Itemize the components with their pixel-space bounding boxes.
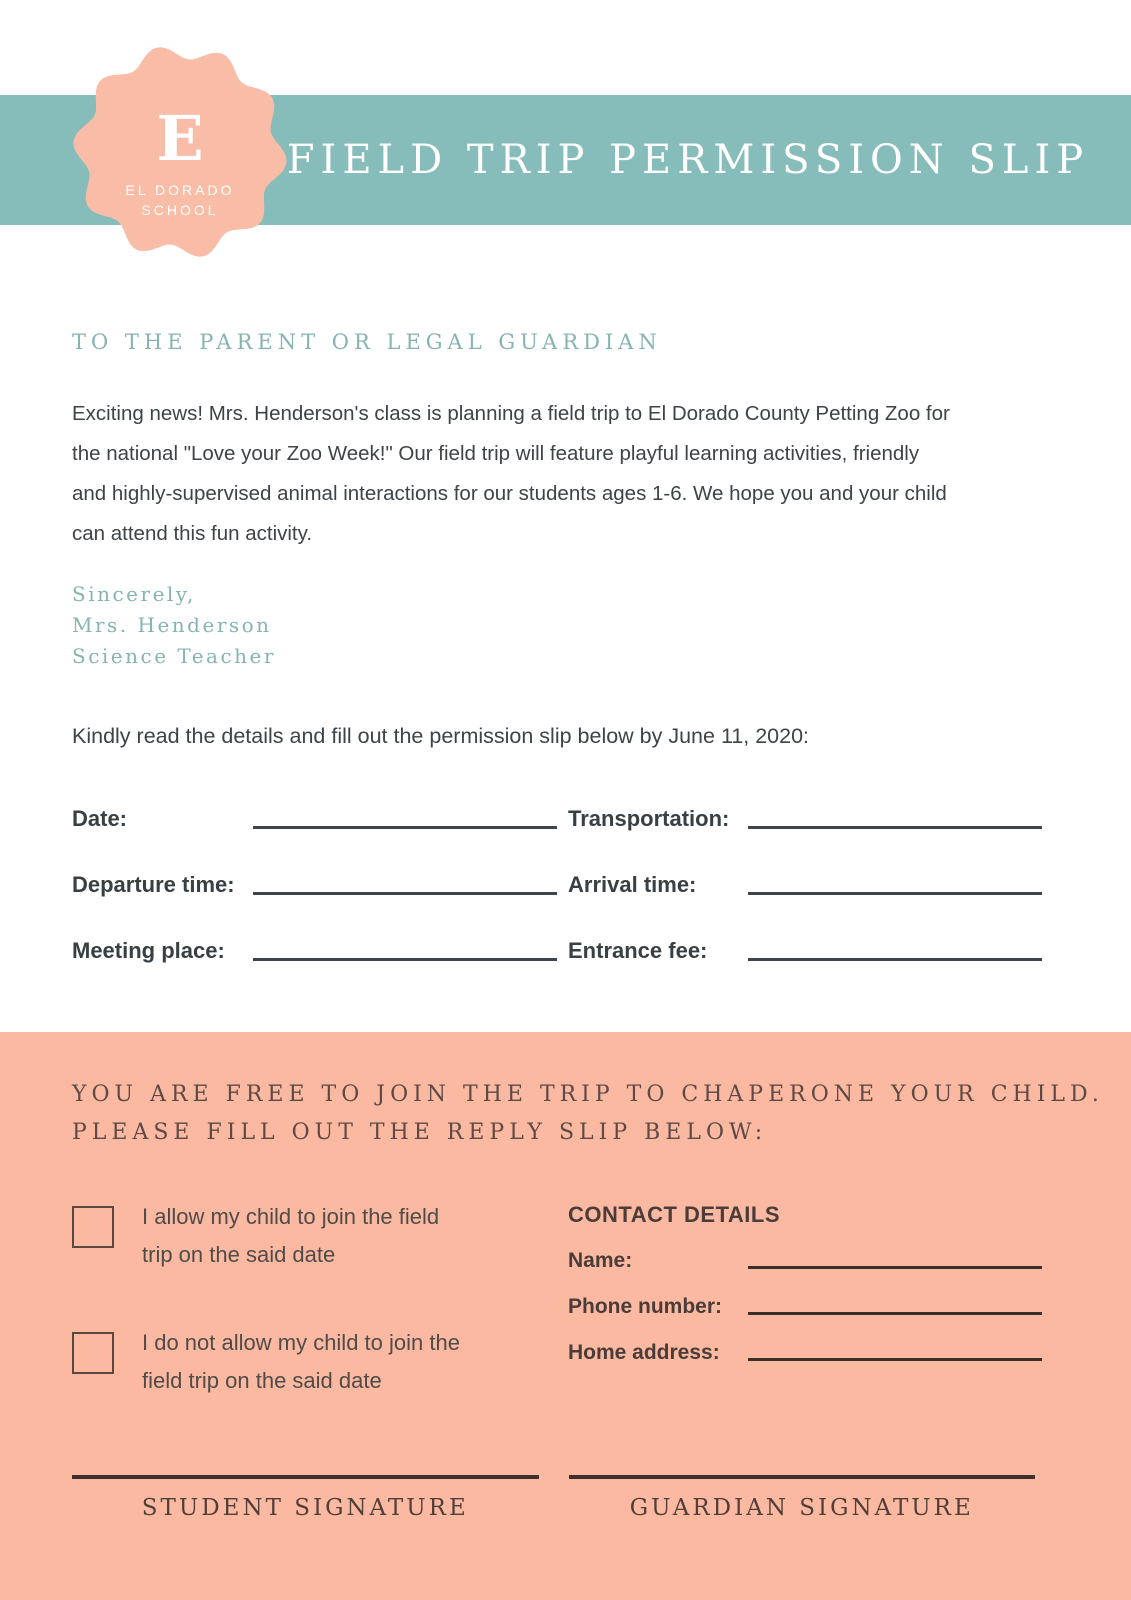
field-label: Date: (72, 806, 128, 831)
reply-slip-section (0, 1032, 1131, 1600)
school-initial: E (156, 102, 204, 175)
page-title: FIELD TRIP PERMISSION SLIP (286, 137, 1090, 183)
field-label: Departure time: (72, 872, 235, 897)
name-blank-line[interactable] (748, 1266, 1042, 1269)
option-allow (72, 1198, 522, 1274)
field-date (72, 793, 568, 833)
entrance-fee-blank-line[interactable] (748, 958, 1042, 961)
field-label: Transportation: (568, 806, 730, 831)
field-entrance-fee (568, 925, 1042, 965)
reply-slip-heading: YOU ARE FREE TO JOIN THE TRIP TO CHAPERONE YOUR CHILD. PLEASE FILL OUT THE REPLY SLIP BELOW: (72, 1082, 1104, 1145)
letter-closing (72, 579, 276, 672)
date-blank-line[interactable] (253, 826, 557, 829)
school-logo-badge (70, 42, 290, 262)
contact-details (568, 1202, 1042, 1366)
fill-out-instruction: Kindly read the details and fill out the permission slip below by June 11, 2020: (72, 724, 810, 748)
field-label: Name: (568, 1249, 633, 1272)
field-arrival-time (568, 859, 1042, 899)
contact-field-phone (568, 1274, 1042, 1320)
arrival-time-blank-line[interactable] (748, 892, 1042, 895)
allow-option-label: I allow my child to join the field trip on the said date (142, 1204, 440, 1267)
not-allow-checkbox[interactable] (72, 1332, 114, 1374)
not-allow-option-label: I do not allow my child to join the field trip on the said date (142, 1330, 460, 1393)
contact-field-name (568, 1228, 1042, 1274)
salutation-heading: TO THE PARENT OR LEGAL GUARDIAN (72, 330, 662, 354)
signer-name: Mrs. Henderson (72, 613, 272, 637)
field-label: Home address: (568, 1341, 720, 1364)
field-transportation (568, 793, 1042, 833)
field-label: Entrance fee: (568, 938, 708, 963)
guardian-signature-block (569, 1475, 1036, 1521)
closing-word: Sincerely, (72, 582, 196, 606)
guardian-signature-line[interactable] (569, 1475, 1036, 1479)
address-blank-line[interactable] (748, 1358, 1042, 1361)
phone-blank-line[interactable] (748, 1312, 1042, 1315)
signature-area (72, 1475, 1035, 1521)
field-meeting-place (72, 925, 568, 965)
field-label: Meeting place: (72, 938, 225, 963)
contact-field-address (568, 1320, 1042, 1366)
field-label: Phone number: (568, 1295, 723, 1318)
letter-body: Exciting news! Mrs. Henderson's class is planning a field trip to El Dorado County Petting Zoo for the national "Love your Zoo Week!" Our field trip will feature playful learning activities, friendly and highly-supervised animal interactions for our students ages 1-6. We hope you and your child can attend this fun activity. (72, 402, 950, 545)
trip-details-form (72, 793, 1042, 965)
permission-options (72, 1198, 522, 1400)
field-label: Arrival time: (568, 872, 697, 897)
transportation-blank-line[interactable] (748, 826, 1042, 829)
field-departure-time (72, 859, 568, 899)
departure-time-blank-line[interactable] (253, 892, 557, 895)
student-signature-label: STUDENT SIGNATURE (141, 1495, 469, 1521)
signer-title: Science Teacher (72, 644, 276, 668)
option-not-allow (72, 1324, 522, 1400)
allow-checkbox[interactable] (72, 1206, 114, 1248)
student-signature-line[interactable] (72, 1475, 539, 1479)
meeting-place-blank-line[interactable] (253, 958, 557, 961)
guardian-signature-label: GUARDIAN SIGNATURE (629, 1495, 974, 1521)
student-signature-block (72, 1475, 539, 1521)
school-name: EL DORADO SCHOOL (125, 182, 235, 218)
contact-details-heading: CONTACT DETAILS (568, 1202, 780, 1227)
